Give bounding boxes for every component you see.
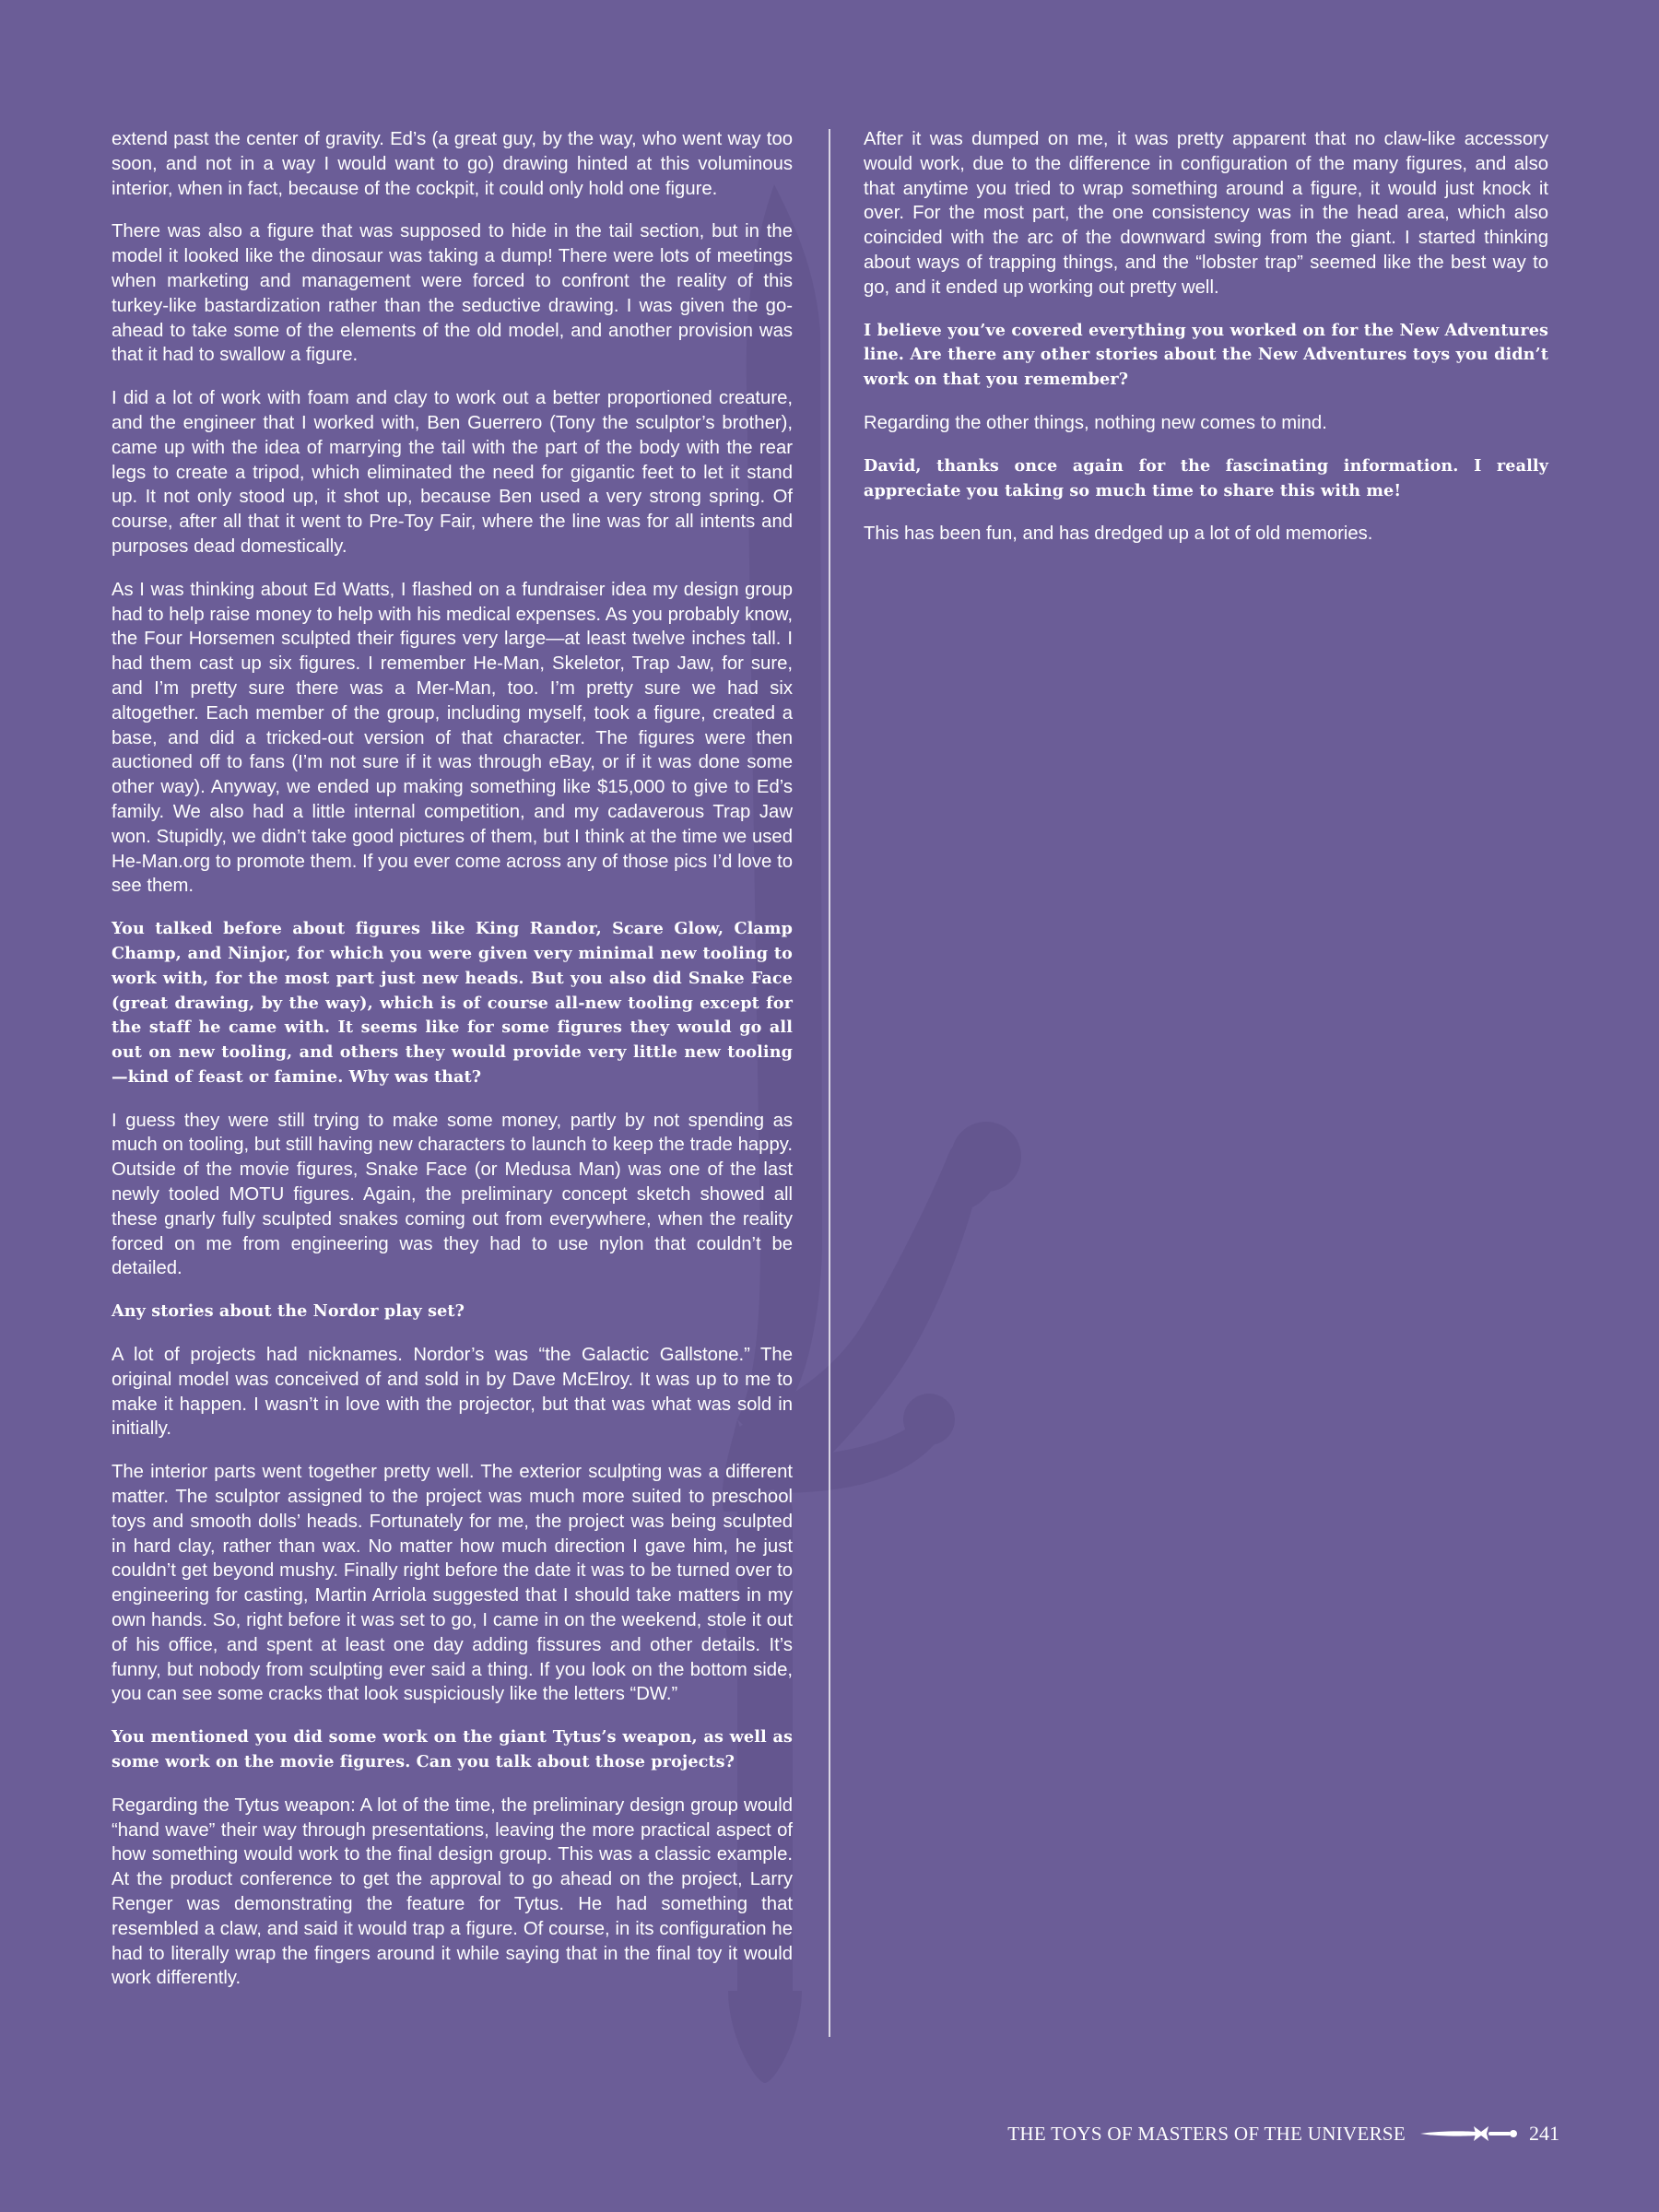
- paragraph: extend past the center of gravity. Ed’s (a great guy, by the way, who went way too soon, and not in a way I would want to go) drawing hinted at this voluminous interior, when in fact, because of the cockpit, it could only hold one figure.: [112, 129, 793, 199]
- paragraph: I guess they were still trying to make some money, partly by not spending as much on tooling, but still having new characters to launch to keep the trade happy. Outside of the movie figures, Snake Face (or Medusa Man) was one of the last newly tooled MOTU figures. Again, the preliminary concept sketch showed all these gnarly fully sculpted snakes coming out from everywhere, when the reality forced on me from engineering was they had to use nylon that couldn’t be detailed.: [112, 1110, 793, 1279]
- paragraph: After it was dumped on me, it was pretty apparent that no claw-like accessory would work, due to the difference in configuration of the many figures, and also that anytime you tried to wrap something around a figure, it would just knock it over. For the most part, the one consistency was in the head area, which also coincided with the arc of the downward swing from the giant. I started thinking about ways of trapping things, and the “lobster trap” seemed like the best way to go, and it ended up working out pretty well.: [864, 129, 1548, 298]
- interview-question: I believe you’ve covered everything you worked on for the New Adventures line. Are there any other stories about the New Adventures toys you didn’t work on that you remember?: [864, 320, 1548, 390]
- paragraph: There was also a figure that was supposed to hide in the tail section, but in the model it looked like the dinosaur was taking a dump! There were lots of meetings when marketing and management were forced to confront the reality of this turkey-like bastardization rather than the seductive drawing. I was given the go-ahead to take some of the elements of the old model, and another provision was that it had to swallow a figure.: [112, 221, 793, 366]
- page-footer: [995, 2118, 1567, 2149]
- right-column: [864, 127, 1548, 565]
- paragraph: Regarding the Tytus weapon: A lot of the time, the preliminary design group would “hand wave” their way through presentations, leaving the more practical aspect of how something would work to the final design group. This was a classic example. At the product conference to get the approval to go ahead on the project, Larry Renger was demonstrating the feature for Tytus. He had something that resembled a claw, and said it would trap a figure. Of course, in its configuration he had to literally wrap the fingers around it while saying that in the final toy it would work differently.: [112, 1794, 793, 1989]
- paragraph: This has been fun, and has dredged up a lot of old memories.: [864, 524, 1373, 545]
- interview-question: You mentioned you did some work on the giant Tytus’s weapon, as well as some work on the movie figures. Can you talk about those projects?: [112, 1727, 793, 1772]
- sword-icon: [1418, 2123, 1520, 2145]
- paragraph: A lot of projects had nicknames. Nordor’s was “the Galactic Gallstone.” The original model was conceived of and sold in by Dave McElroy. It was up to me to make it happen. I wasn’t in love with the projector, but that was what was sold in initially.: [112, 1345, 793, 1440]
- column-divider: [829, 129, 830, 2037]
- paragraph: Regarding the other things, nothing new comes to mind.: [864, 412, 1327, 433]
- page-number: 241: [1529, 2122, 1559, 2145]
- footer-book-title: THE TOYS OF MASTERS OF THE UNIVERSE: [1007, 2122, 1406, 2145]
- paragraph: I did a lot of work with foam and clay to work out a better proportioned creature, and the engineer that I worked with, Ben Guerrero (Tony the sculptor’s brother), came up with the idea of marrying the tail with the part of the body with the rear legs to create a tripod, which eliminated the need for gigantic feet to let it stand up. It not only stood up, it shot up, because Ben used a very strong spring. Of course, after all that it went to Pre-Toy Fair, where the line was for all intents and purposes dead domestically.: [112, 388, 793, 557]
- interview-question: You talked before about figures like King Randor, Scare Glow, Clamp Champ, and Ninjor, for which you were given very minimal new tooling to work with, for the most part just new heads. But you also did Snake Face (great drawing, by the way), which is of course all-new tooling except for the staff he came with. It seems like for some figures they would go all out on new tooling, and others they would provide very little new tooling—kind of feast or famine. Why was that?: [112, 919, 793, 1087]
- interview-question: Any stories about the Nordor play set?: [112, 1301, 465, 1322]
- paragraph: The interior parts went together pretty well. The exterior sculpting was a different matter. The sculptor assigned to the project was much more suited to preschool toys and smooth dolls’ heads. Fortunately for me, the project was being sculpted in hard clay, rather than wax. No matter how much direction I gave him, he just couldn’t get beyond mushy. Finally right before the date it was to be turned over to engineering for casting, Martin Arriola suggested that I should take matters in my own hands. So, right before it was set to go, I came in on the weekend, stole it out of his office, and spent at least one day adding fissures and other details. It’s funny, but nobody from sculpting ever said a thing. If you look on the bottom side, you can see some cracks that look suspiciously like the letters “DW.”: [112, 1462, 793, 1705]
- left-column: [112, 127, 793, 2009]
- interview-question: David, thanks once again for the fascinating information. I really appreciate you taking so much time to share this with me!: [864, 455, 1548, 500]
- paragraph: As I was thinking about Ed Watts, I flashed on a fundraiser idea my design group had to help raise money to help with his medical expenses. As you probably know, the Four Horsemen sculpted their figures very large—at least twelve inches tall. I had them cast up six figures. I remember He-Man, Skeletor, Trap Jaw, for sure, and I’m pretty sure there was a Mer-Man, too. I’m pretty sure we had six altogether. Each member of the group, including myself, took a figure, created a base, and did a tricked-out version of that character. The figures were then auctioned off to fans (I’m not sure if it was through eBay, or if it was done some other way). Anyway, we ended up making something like $15,000 to give to Ed’s family. We also had a little internal competition, and my cadaverous Trap Jaw won. Stupidly, we didn’t take good pictures of them, but I think at the time we used He-Man.org to promote them. If you ever come across any of those pics I’d love to see them.: [112, 579, 793, 897]
